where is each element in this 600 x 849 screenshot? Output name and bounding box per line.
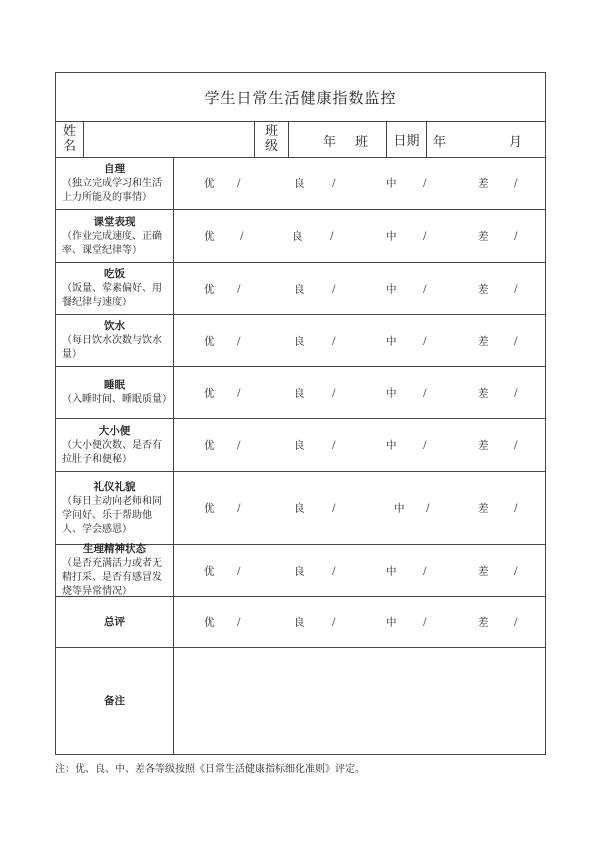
grade-area [174, 419, 545, 471]
criteria-row [56, 210, 545, 263]
criteria-description: （独立完成学习和生活上力所能及的事情） [62, 177, 162, 203]
grade-separator: / [332, 564, 336, 577]
grade-separator: / [423, 439, 427, 451]
grade-separator: / [332, 386, 336, 399]
grade-fair[interactable]: 良 [294, 283, 305, 295]
criteria-row [56, 157, 545, 210]
grade-separator: / [332, 282, 336, 295]
grade-fair[interactable]: 良 [294, 502, 305, 515]
grade-separator: / [237, 439, 241, 451]
grade-fair[interactable]: 良 [294, 439, 305, 452]
grade-mid[interactable]: 中 [386, 387, 397, 399]
criteria-description: （入睡时间、睡眠质量） [62, 394, 172, 405]
grade-area [174, 157, 545, 209]
criteria-heading: 总评 [104, 616, 125, 628]
grade-separator: / [514, 282, 518, 295]
grade-poor[interactable]: 差 [478, 616, 489, 629]
grade-separator: / [237, 386, 241, 399]
criteria-heading: 生理精神状态 [83, 543, 146, 555]
remarks-label: 备注 [104, 695, 125, 707]
form-title: 学生日常生活健康指数监控 [56, 73, 545, 122]
grade-separator: / [332, 177, 336, 189]
grade-fair[interactable]: 良 [294, 177, 305, 190]
criteria-label-cell [56, 263, 174, 314]
grade-separator: / [237, 177, 241, 189]
criteria-heading: 睡眠 [104, 379, 125, 391]
grade-separator: / [423, 564, 427, 577]
criteria-label-cell [56, 315, 174, 366]
grade-poor[interactable]: 差 [478, 502, 489, 515]
grade-area [174, 597, 545, 647]
grade-mid[interactable]: 中 [386, 616, 397, 629]
grade-mid[interactable]: 中 [386, 335, 397, 347]
name-label: 姓 名 [56, 121, 84, 157]
grade-fair[interactable]: 良 [294, 565, 305, 577]
grade-good[interactable]: 优 [204, 335, 215, 347]
criteria-row [56, 367, 545, 419]
grade-separator: / [423, 177, 427, 189]
grade-good[interactable]: 优 [204, 502, 215, 515]
info-row [56, 121, 545, 158]
criteria-heading: 吃饭 [104, 268, 125, 280]
grade-poor[interactable]: 差 [478, 177, 489, 190]
grade-separator: / [514, 177, 518, 189]
criteria-heading: 礼仪礼貌 [93, 480, 136, 493]
year-text: 年 [323, 135, 337, 150]
criteria-row [56, 472, 545, 545]
grade-separator: / [514, 334, 518, 347]
criteria-heading: 课堂表现 [93, 215, 136, 228]
grade-separator: / [423, 282, 427, 295]
grade-separator: / [514, 386, 518, 399]
grade-separator: / [332, 616, 336, 628]
grade-good[interactable]: 优 [204, 565, 215, 577]
grade-separator: / [426, 502, 430, 514]
criteria-row [56, 545, 545, 597]
date-year-text: 年 [433, 135, 447, 150]
grade-separator: / [240, 230, 244, 242]
criteria-description: （作业完成速度、正确率、课堂纪律等） [62, 230, 162, 256]
criteria-row [56, 315, 545, 367]
grade-separator: / [423, 230, 427, 242]
grade-fair[interactable]: 良 [294, 387, 305, 399]
date-month-text: 月 [509, 135, 523, 150]
grade-separator: / [237, 616, 241, 628]
grade-good[interactable]: 优 [204, 387, 215, 399]
grade-area [174, 472, 545, 544]
class-text: 班 [355, 135, 369, 150]
remarks-label-cell [56, 648, 174, 754]
grade-poor[interactable]: 差 [478, 387, 489, 399]
grade-separator: / [514, 502, 518, 514]
grade-mid[interactable]: 中 [394, 502, 405, 515]
criteria-label-cell [56, 472, 174, 544]
grade-good[interactable]: 优 [204, 177, 215, 190]
class-field[interactable] [289, 121, 387, 157]
grade-separator: / [514, 230, 518, 242]
date-field[interactable] [427, 121, 545, 157]
grade-poor[interactable]: 差 [478, 439, 489, 452]
grade-separator: / [514, 564, 518, 577]
grade-poor[interactable]: 差 [478, 565, 489, 577]
grade-separator: / [237, 502, 241, 514]
grade-separator: / [237, 334, 241, 347]
grade-good[interactable]: 优 [204, 616, 215, 629]
grade-mid[interactable]: 中 [386, 177, 397, 190]
grade-poor[interactable]: 差 [478, 230, 489, 243]
criteria-heading: 大小便 [98, 424, 131, 437]
grade-separator: / [330, 230, 334, 242]
grade-good[interactable]: 优 [204, 283, 215, 295]
grade-good[interactable]: 优 [204, 230, 215, 243]
criteria-label-cell [56, 545, 174, 596]
date-label: 日期 [387, 121, 427, 157]
criteria-description: （每日饮水次数与饮水量） [62, 335, 162, 360]
criteria-label-cell [56, 210, 174, 262]
criteria-description: （大小便次数、是否有拉肚子和便秘） [62, 439, 162, 465]
criteria-label-cell [56, 419, 174, 471]
criteria-label-cell [56, 367, 174, 418]
grade-fair[interactable]: 良 [292, 230, 303, 243]
criteria-label-cell [56, 597, 174, 647]
criteria-row [56, 263, 545, 315]
remarks-field[interactable] [174, 648, 545, 754]
grade-area [174, 315, 545, 366]
grade-poor[interactable]: 差 [478, 335, 489, 347]
grade-separator: / [514, 439, 518, 451]
grade-area [174, 367, 545, 418]
criteria-row [56, 597, 545, 648]
criteria-heading: 自理 [104, 162, 125, 175]
grade-fair[interactable]: 良 [294, 616, 305, 629]
grade-separator: / [423, 386, 427, 399]
grade-mid[interactable]: 中 [386, 230, 397, 243]
grade-good[interactable]: 优 [204, 439, 215, 452]
criteria-heading: 饮水 [104, 320, 125, 332]
grade-fair[interactable]: 良 [294, 335, 305, 347]
name-field[interactable] [84, 121, 255, 157]
class-label: 班 级 [255, 121, 289, 157]
criteria-label-cell [56, 157, 174, 209]
grade-separator: / [423, 616, 427, 628]
grade-area [174, 263, 545, 314]
criteria-description: （每日主动向老师和同学问好、乐于帮助他人、学会感恩） [62, 495, 162, 535]
criteria-row [56, 419, 545, 472]
grade-separator: / [332, 502, 336, 514]
grade-area [174, 210, 545, 262]
grade-separator: / [332, 334, 336, 347]
grade-separator: / [423, 334, 427, 347]
grade-separator: / [332, 439, 336, 451]
remarks-row [56, 648, 545, 754]
criteria-description: （是否充满活力或者无精打采、是否有感冒发烧等异常情况） [62, 558, 162, 597]
grade-mid[interactable]: 中 [386, 283, 397, 295]
grade-poor[interactable]: 差 [478, 283, 489, 295]
grade-area [174, 545, 545, 596]
health-monitor-form [55, 72, 546, 755]
grade-separator: / [237, 564, 241, 577]
grade-mid[interactable]: 中 [386, 565, 397, 577]
footnote: 注：优、良、中、差各等级按照《日常生活健康指标细化准则》评定。 [55, 764, 365, 775]
criteria-description: （饭量、荤素偏好、用餐纪律与速度） [62, 283, 162, 308]
grade-separator: / [237, 282, 241, 295]
grade-separator: / [514, 616, 518, 628]
grade-mid[interactable]: 中 [386, 439, 397, 452]
